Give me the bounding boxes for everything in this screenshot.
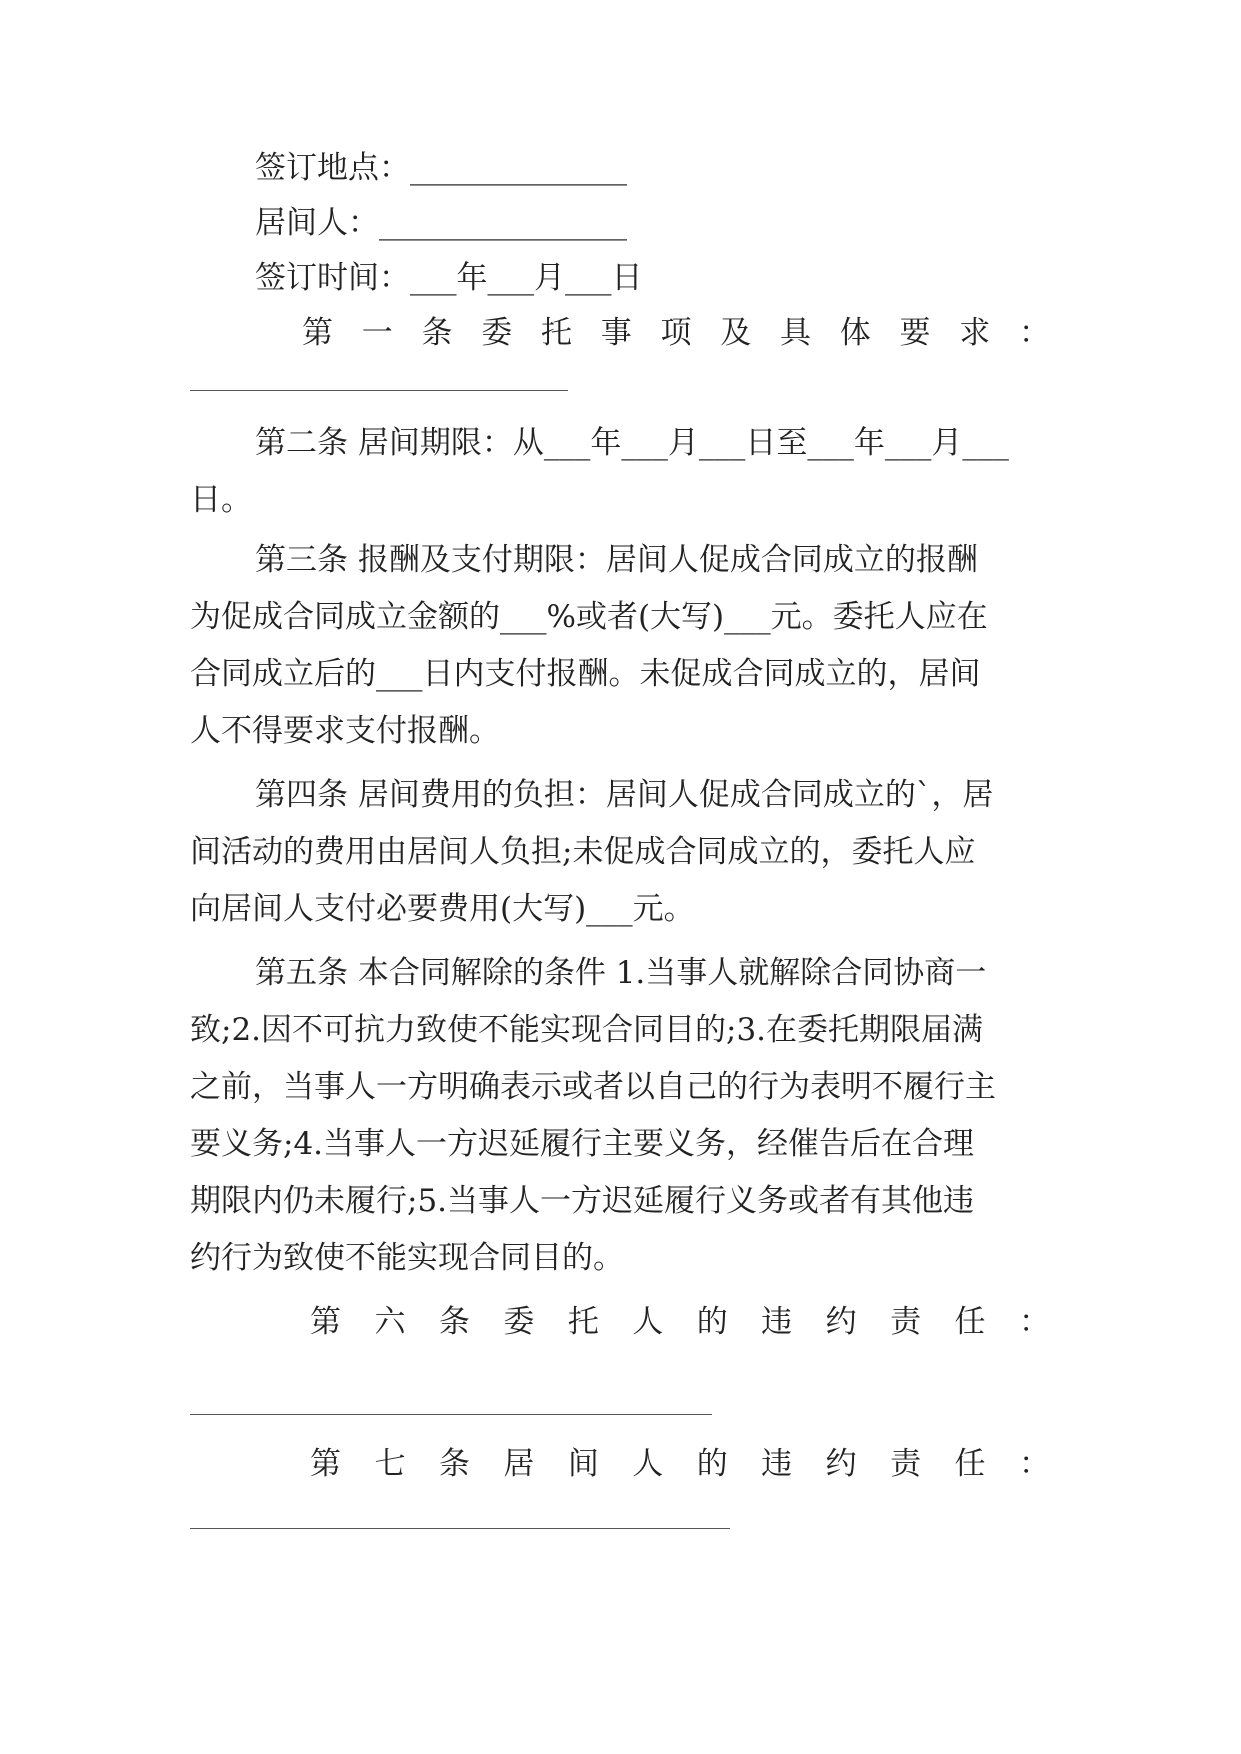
- article-1-blank-line: [190, 390, 568, 391]
- article-5-line: 要义务;4.当事人一方迟延履行主要义务，经催告后在合理: [190, 1126, 975, 1162]
- heading-char: 间: [567, 1446, 599, 1482]
- heading-char: 约: [825, 1304, 857, 1340]
- heading-char: 条: [438, 1446, 470, 1482]
- article-7-blank-line: [190, 1528, 730, 1529]
- article-5-line: 之前，当事人一方明确表示或者以自己的行为表明不履行主: [190, 1069, 996, 1105]
- article-7-heading: [310, 1444, 1050, 1484]
- heading-char: 托: [567, 1304, 599, 1340]
- heading-char: 要: [899, 315, 931, 351]
- heading-char: 违: [761, 1304, 793, 1340]
- heading-char: 责: [890, 1446, 922, 1482]
- heading-char: 项: [660, 315, 692, 351]
- heading-char: 的: [696, 1446, 728, 1482]
- heading-char: ：: [1018, 1446, 1050, 1482]
- heading-char: 违: [761, 1446, 793, 1482]
- heading-char: 条: [421, 315, 453, 351]
- heading-char: ：: [1018, 1304, 1050, 1340]
- heading-char: 委: [481, 315, 513, 351]
- heading-char: 托: [541, 315, 572, 351]
- heading-char: 具: [780, 315, 811, 351]
- heading-char: 约: [825, 1446, 857, 1482]
- heading-char: 居: [503, 1446, 535, 1482]
- article-6-blank-line: [190, 1414, 712, 1415]
- heading-char: 第: [302, 315, 333, 351]
- heading-char: 责: [890, 1304, 922, 1340]
- heading-char: 第: [310, 1446, 341, 1482]
- signing-place: 签订地点：______________: [255, 150, 627, 186]
- article-3-line: 第三条 报酬及支付期限：居间人促成合同成立的报酬: [255, 542, 978, 578]
- article-5-line: 第五条 本合同解除的条件 1.当事人就解除合同协商一: [255, 955, 987, 991]
- heading-char: 七: [374, 1446, 406, 1482]
- signing-date: 签订时间：___年___月___日: [255, 260, 643, 296]
- article-4-line: 间活动的费用由居间人负担;未促成合同成立的，委托人应: [190, 834, 976, 870]
- article-4-line: 第四条 居间费用的负担：居间人促成合同成立的`，居: [255, 777, 994, 813]
- article-6-heading: [310, 1302, 1050, 1342]
- article-1-heading: [302, 313, 1050, 353]
- heading-char: 事: [600, 315, 632, 351]
- broker-line: 居间人：________________: [255, 205, 627, 241]
- heading-char: 及: [720, 315, 752, 351]
- heading-char: 人: [632, 1446, 664, 1482]
- article-5-line: 致;2.因不可抗力致使不能实现合同目的;3.在委托期限届满: [190, 1012, 984, 1048]
- heading-char: 任: [954, 1446, 986, 1482]
- article-3-line: 人不得要求支付报酬。: [190, 713, 500, 749]
- heading-char: 委: [503, 1304, 535, 1340]
- heading-char: 第: [310, 1304, 341, 1340]
- heading-char: ：: [1019, 315, 1050, 351]
- heading-char: 六: [374, 1304, 406, 1340]
- heading-char: 求: [959, 315, 991, 351]
- article-5-line: 约行为致使不能实现合同目的。: [190, 1240, 624, 1276]
- article-4-line: 向居间人支付必要费用(大写)___元。: [190, 891, 695, 927]
- article-3-line: 合同成立后的___日内支付报酬。未促成合同成立的，居间: [190, 656, 981, 692]
- article-3-line: 为促成合同成立金额的___%或者(大写)___元。委托人应在: [190, 599, 988, 635]
- heading-char: 体: [839, 315, 871, 351]
- heading-char: 人: [632, 1304, 664, 1340]
- heading-char: 的: [696, 1304, 728, 1340]
- article-2-line: 第二条 居间期限：从___年___月___日至___年___月___: [255, 425, 1009, 461]
- article-5-line: 期限内仍未履行;5.当事人一方迟延履行义务或者有其他违: [190, 1183, 975, 1219]
- article-2-line: 日。: [190, 482, 252, 518]
- heading-char: 任: [954, 1304, 986, 1340]
- heading-char: 一: [361, 315, 393, 351]
- heading-char: 条: [438, 1304, 470, 1340]
